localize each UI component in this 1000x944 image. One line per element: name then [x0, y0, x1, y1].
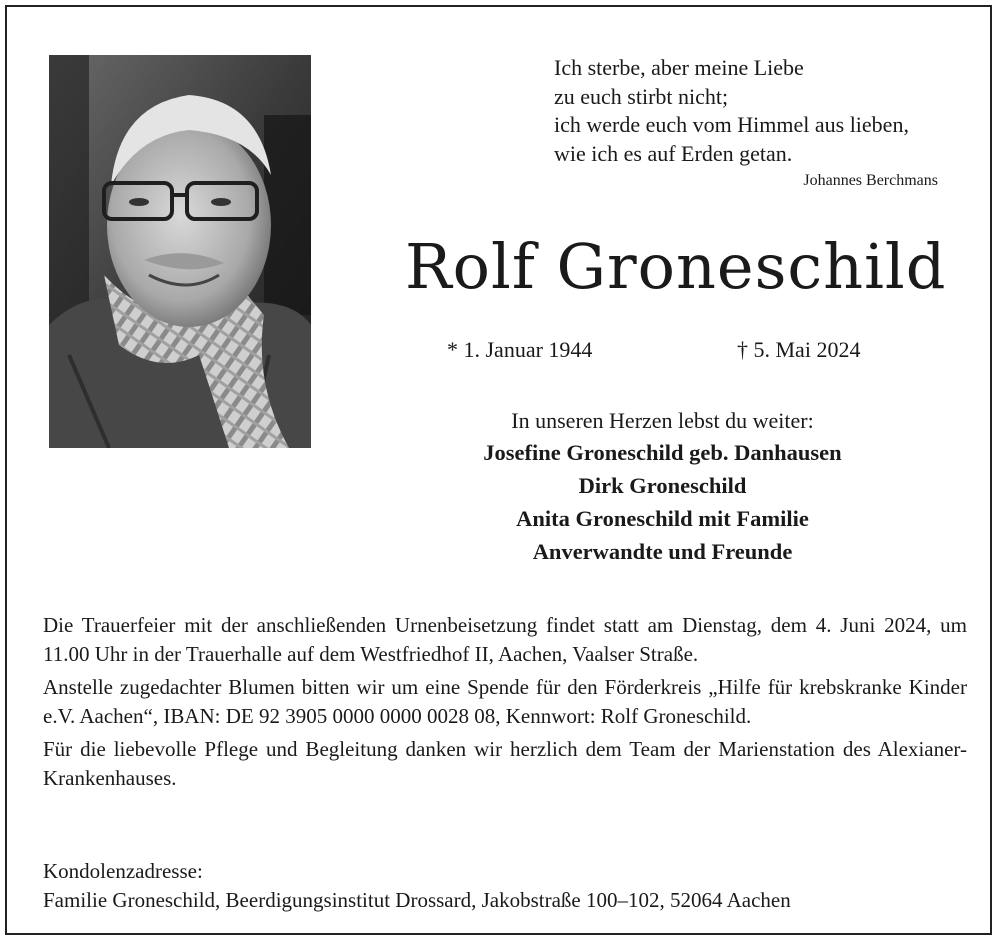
poem-author: Johannes Berchmans — [803, 172, 938, 189]
poem — [554, 54, 974, 168]
mourners-intro: In unseren Herzen lebst du weiter: — [511, 408, 814, 433]
condolence-address-text: Familie Groneschild, Beerdigungsinstitut Drossard, Jakobstraße 100–102, 52064 Aachen — [43, 888, 791, 912]
mourner-name: Josefine Groneschild geb. Danhausen — [483, 440, 842, 465]
poem-line: zu euch stirbt nicht; — [554, 83, 729, 109]
deceased-name: Rolf Groneschild — [405, 230, 947, 303]
portrait-photo — [49, 55, 311, 448]
mourner-name: Anita Groneschild mit Familie — [516, 506, 809, 531]
condolence-address — [43, 857, 967, 915]
ceremony-paragraph: Die Trauerfeier mit der anschließenden Urnenbeisetzung findet statt am Dienstag, dem 4. Juni 2024, um 11.00 Uhr in der Trauerhalle auf dem Westfriedhof II, Aachen, Vaalser Straße. — [43, 613, 967, 666]
thanks-paragraph: Für die liebevolle Pflege und Begleitung danken wir herzlich dem Team der Marienstation des Alexianer-Krankenhauses. — [43, 737, 967, 790]
mourners-block — [340, 406, 985, 568]
death-date: † 5. Mai 2024 — [737, 337, 861, 362]
donation-paragraph: Anstelle zugedachter Blumen bitten wir um eine Spende für den Förderkreis „Hilfe für krebskranke Kinder e.V. Aachen“, IBAN: DE 92 3905 0000 0000 0028 08, Kennwort: Rolf Groneschild. — [43, 675, 967, 728]
notice-body — [43, 611, 967, 797]
poem-line: wie ich es auf Erden getan. — [554, 140, 793, 166]
poem-line: ich werde euch vom Himmel aus lieben, — [554, 112, 909, 137]
birth-date: * 1. Januar 1944 — [447, 337, 593, 362]
mourner-name: Dirk Groneschild — [578, 473, 747, 498]
poem-line: Ich sterbe, aber meine Liebe — [554, 55, 804, 80]
mourner-name: Anverwandte und Freunde — [532, 539, 793, 564]
condolence-label: Kondolenzadresse: — [43, 859, 203, 883]
